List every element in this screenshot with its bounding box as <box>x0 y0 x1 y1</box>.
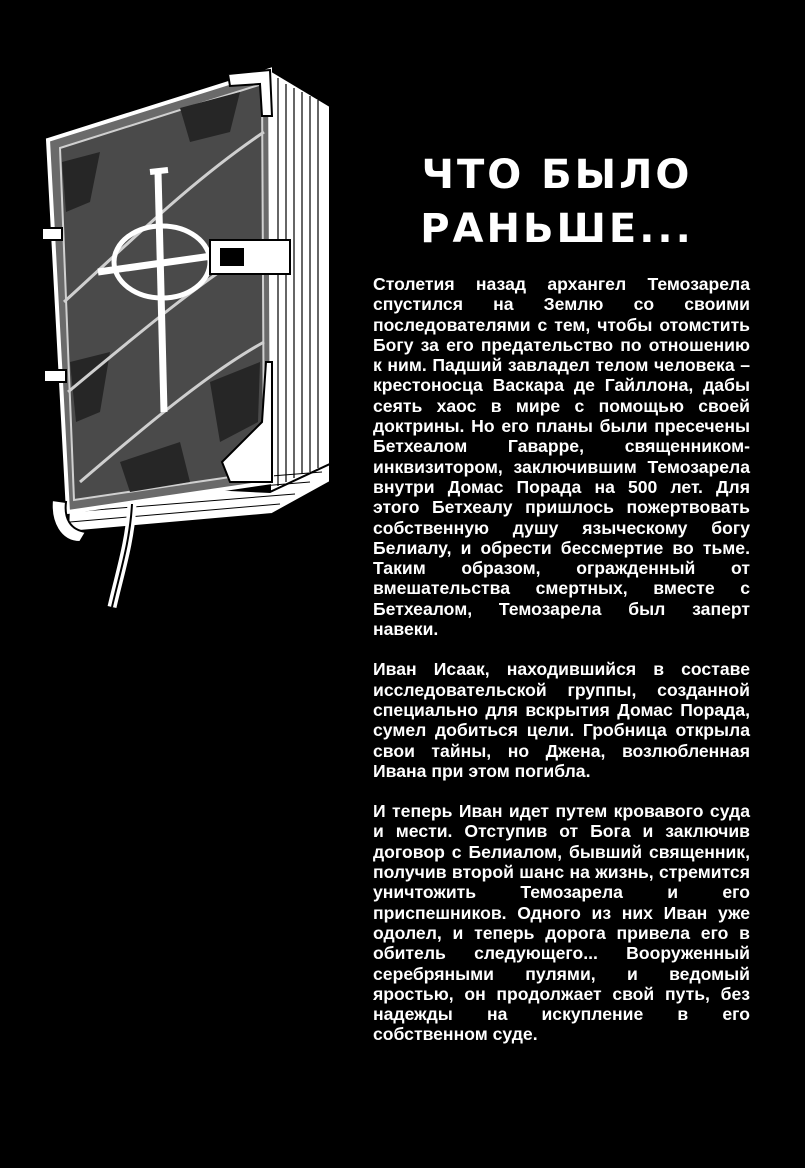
paragraph-2: Иван Исаак, находившийся в составе исследовательской группы, созданной специально для вскрытия Домас Порада, сумел добиться цели. Гробница открыла свои тайны, но Джена, возлюбленная Ивана при этом погибла. <box>373 659 750 781</box>
ancient-book-with-cross-icon <box>40 62 360 622</box>
paragraph-3: И теперь Иван идет путем кровавого суда и мести. Отступив от Бога и заключив договор с Белиалом, бывший священник, получив второй шанс на жизнь, стремится уничтожить Темозарела и его приспешников. Одного из них Иван уже одолел, и теперь дорога привела его в обитель следующего... Вооруженный серебряными пулями, и ведомый яростью, он продолжает свой путь, без надежды на искупление в его собственном суде. <box>373 801 750 1045</box>
paragraph-1: Столетия назад архангел Темозарела спустился на Землю со своими последователями с тем, чтобы отомстить Богу за его предательство по отношению к ним. Падший завладел телом человека – крестоносца Васкара де Гайллона, дабы сеять хаос в мире с помощью своей доктрины. Но его планы были пресечены Бетхеалом Гаварре, священником-инквизитором, заключившим Темозарела внутри Домас Порада на 500 лет. Для этого Бетхеалу пришлось пожертвовать собственную душу языческому богу Белиалу, и обрести бессмертие во тьме. Таким образом, огражденный от вмешательства смертных, вместе с Бетхеалом, Темозарела был заперт навеки. <box>373 274 750 640</box>
title-line-1: ЧТО БЫЛО <box>421 152 693 198</box>
page-title <box>392 148 722 256</box>
story-summary <box>373 274 750 1065</box>
title-line-2: РАНЬШЕ... <box>420 206 694 252</box>
